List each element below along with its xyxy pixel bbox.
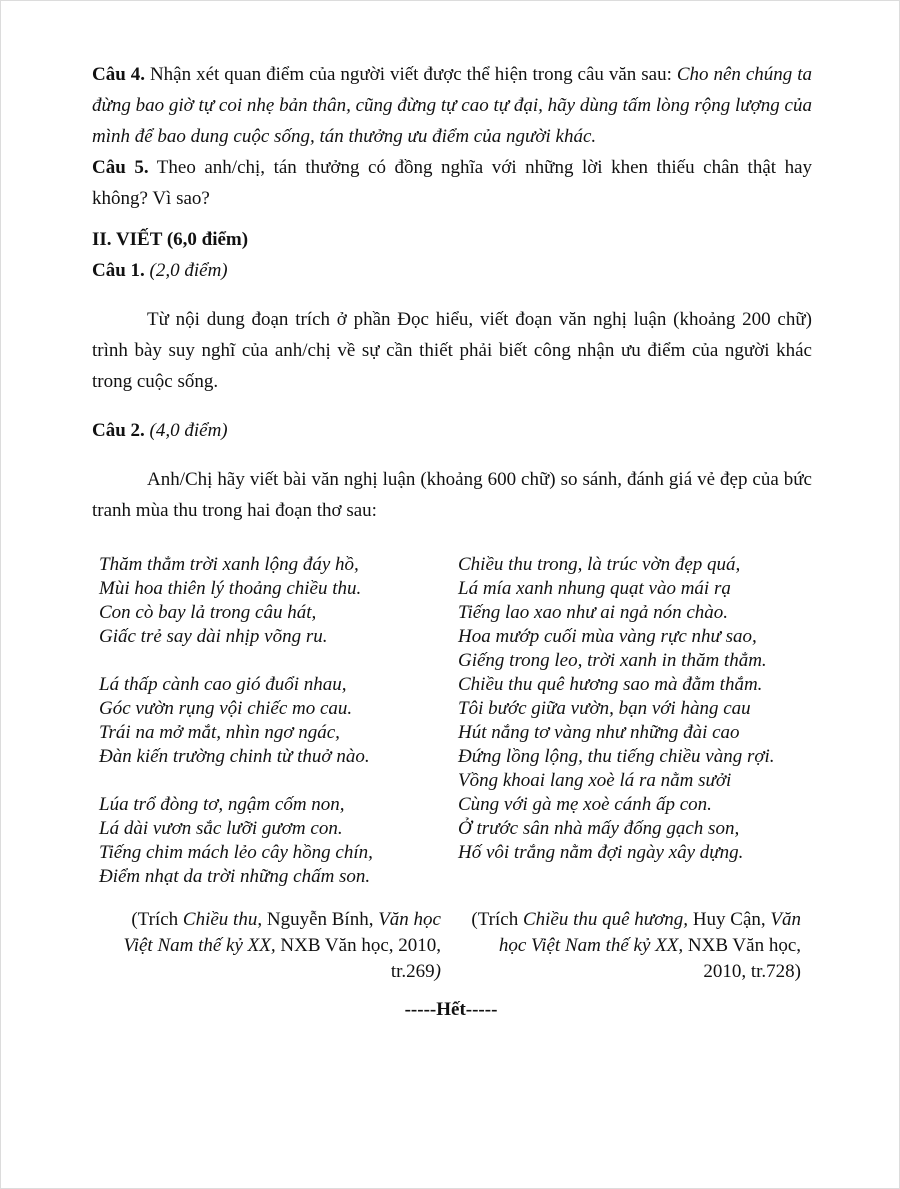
- writing-q2-heading: Câu 2. (4,0 điểm): [92, 420, 228, 441]
- question-4-label: Câu 4.: [92, 64, 145, 85]
- question-5-text: Theo anh/chị, tán thưởng có đồng nghĩa với những lời khen thiếu chân thật hay không? Vì sao?: [92, 157, 813, 209]
- question-4: [92, 59, 812, 152]
- poem-line: Con cò bay lả trong câu hát,: [99, 602, 317, 623]
- exam-content: [92, 59, 812, 526]
- poem-line: Chiều thu trong, là trúc vờn đẹp quá,: [458, 554, 741, 575]
- poem-left: [99, 553, 439, 889]
- poem-line: Giấc trẻ say dài nhịp võng ru.: [99, 626, 328, 647]
- poem-line: Hút nắng tơ vàng như những đài cao: [458, 722, 740, 743]
- poem-line: Tôi bước giữa vườn, bạn với hàng cau: [458, 698, 751, 719]
- question-5: [92, 152, 812, 214]
- poem-line: Giếng trong leo, trời xanh in thăm thẳm.: [458, 650, 767, 671]
- writing-q1-text: Từ nội dung đoạn trích ở phần Đọc hiểu, viết đoạn văn nghị luận (khoảng 200 chữ) trình bày suy nghĩ của anh/chị về sự cần thiết phải biết công nhận ưu điểm của người khác trong cuộc sống.: [92, 309, 812, 392]
- question-4-text: Nhận xét quan điểm của người viết được thể hiện trong câu văn sau:: [145, 64, 677, 85]
- poem-line: Chiều thu quê hương sao mà đằm thắm.: [458, 674, 763, 695]
- poem-line: Thăm thẳm trời xanh lộng đáy hồ,: [99, 554, 359, 575]
- citation-right: (Trích Chiều thu quê hương, Huy Cận, Văn học Việt Nam thế kỷ XX, NXB Văn học, 2010, tr.728): [471, 909, 801, 982]
- poem-line: Tiếng lao xao như ai ngả nón chào.: [458, 602, 729, 623]
- poem-line: Vồng khoai lang xoè lá ra nằm sưởi: [458, 770, 732, 791]
- poem-line: Đứng lồng lộng, thu tiếng chiều vàng rợi.: [458, 746, 775, 767]
- question-5-label: Câu 5.: [92, 157, 149, 178]
- poem-line: Điểm nhạt da trời những chấm son.: [99, 866, 371, 887]
- poem-line: Lá dài vươn sắc lưỡi gươm con.: [99, 818, 343, 839]
- poem-line: Góc vườn rụng vội chiếc mo cau.: [99, 698, 353, 719]
- writing-q2-text: Anh/Chị hãy viết bài văn nghị luận (khoảng 600 chữ) so sánh, đánh giá vẻ đẹp của bức tranh mùa thu trong hai đoạn thơ sau:: [92, 469, 812, 521]
- writing-q1-heading: Câu 1. (2,0 điểm): [92, 260, 228, 281]
- poem-line: Lúa trổ đòng tơ, ngậm cốm non,: [99, 794, 345, 815]
- question-4-quote: Cho nên chúng ta đừng bao giờ tự coi nhẹ bản thân, cũng đừng tự cao tự đại, hãy dùng tấm lòng rộng lượng của mình để bao dung cuộc sống, tán thưởng ưu điểm của người khác.: [92, 64, 812, 147]
- poem-line: Tiếng chim mách lẻo cây hồng chín,: [99, 842, 373, 863]
- poem-line: Lá mía xanh nhung quạt vào mái rạ: [458, 578, 731, 599]
- citation-left: (Trích Chiều thu, Nguyễn Bính, Văn học Việt Nam thế kỷ XX, NXB Văn học, 2010, tr.269): [123, 909, 441, 982]
- section-2-heading: II. VIẾT (6,0 điểm): [92, 229, 249, 250]
- end-mark: -----Hết-----: [404, 999, 498, 1020]
- poem-line: Trái na mở mắt, nhìn ngơ ngác,: [99, 722, 340, 743]
- poem-line: Hoa mướp cuối mùa vàng rực như sao,: [458, 626, 757, 647]
- poem-right: [458, 553, 828, 865]
- poem-line: Lá thấp cành cao gió đuổi nhau,: [99, 674, 347, 695]
- poem-line: Mùi hoa thiên lý thoảng chiều thu.: [99, 578, 362, 599]
- poem-line: Hố vôi trắng nằm đợi ngày xây dựng.: [458, 842, 744, 863]
- poem-line: Đàn kiến trường chinh từ thuở nào.: [99, 746, 370, 767]
- poem-line: Ở trước sân nhà mấy đống gạch son,: [458, 818, 740, 839]
- poem-line: Cùng với gà mẹ xoè cánh ấp con.: [458, 794, 712, 815]
